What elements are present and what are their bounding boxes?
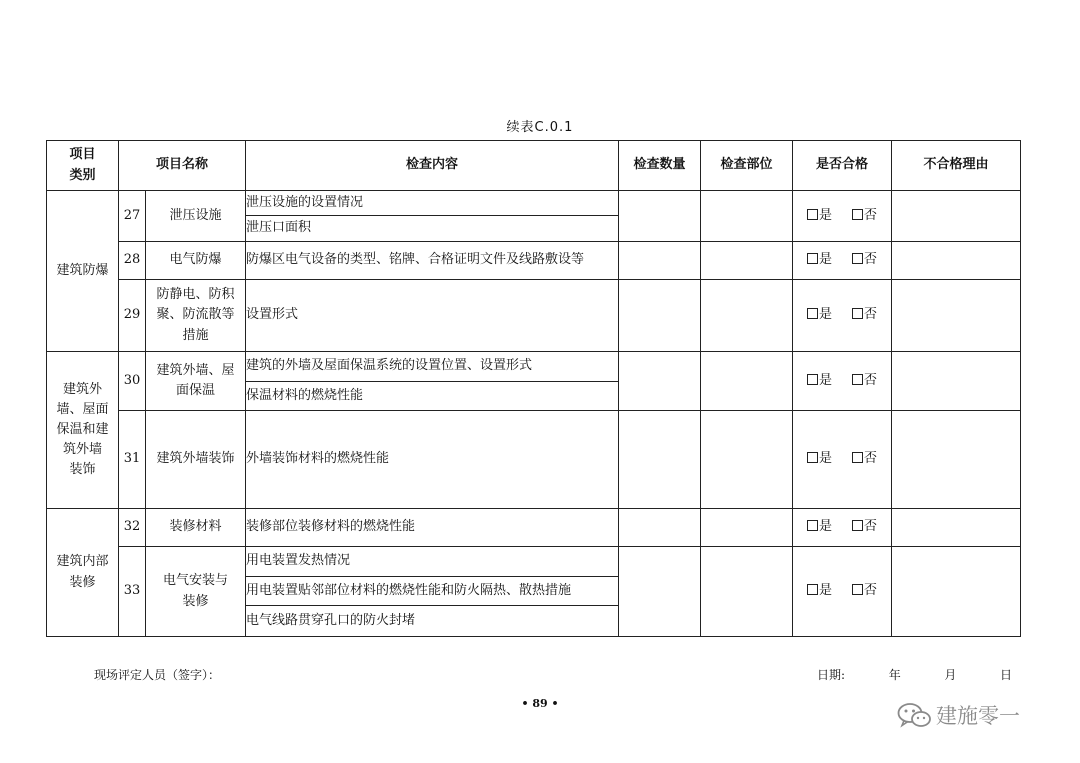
no-option[interactable]: 否 (852, 206, 877, 226)
location-cell[interactable] (701, 191, 793, 242)
date-label: 日期: (817, 668, 846, 682)
checkbox-icon[interactable] (807, 253, 818, 264)
header-row (47, 141, 1021, 191)
item-number: 27 (119, 191, 146, 242)
pass-cell (793, 411, 892, 509)
check-content: 电气线路贯穿孔口的防火封堵 (246, 606, 619, 637)
checkbox-icon[interactable] (807, 308, 818, 319)
table-row (47, 352, 1021, 382)
year-label: 年 (888, 668, 901, 682)
yes-option[interactable]: 是 (807, 449, 832, 469)
location-cell[interactable] (701, 242, 793, 280)
table-row (47, 191, 1021, 216)
wechat-icon (896, 701, 932, 729)
day-label: 日 (1000, 668, 1013, 682)
item-name: 防静电、防积 聚、防流散等 措施 (146, 280, 246, 352)
no-option[interactable]: 否 (852, 250, 877, 270)
reason-cell[interactable] (892, 352, 1021, 411)
no-option[interactable]: 否 (852, 449, 877, 469)
check-content: 泄压口面积 (246, 216, 619, 242)
no-option[interactable]: 否 (852, 371, 877, 391)
quantity-cell[interactable] (619, 352, 701, 411)
checkbox-icon[interactable] (807, 209, 818, 220)
checkbox-icon[interactable] (852, 308, 863, 319)
item-name: 建筑外墙装饰 (146, 411, 246, 509)
item-number: 28 (119, 242, 146, 280)
check-content: 保温材料的燃烧性能 (246, 382, 619, 411)
checkbox-icon[interactable] (807, 452, 818, 463)
table-row (47, 280, 1021, 352)
pass-cell (793, 191, 892, 242)
pass-cell (793, 352, 892, 411)
checkbox-icon[interactable] (852, 209, 863, 220)
category-interior: 建筑内部 装修 (47, 509, 119, 637)
check-content: 用电装置发热情况 (246, 547, 619, 577)
table-title: 续表C.0.1 (506, 120, 574, 135)
reason-cell[interactable] (892, 242, 1021, 280)
yes-option[interactable]: 是 (807, 517, 832, 537)
header-pass: 是否合格 (793, 141, 892, 191)
check-content: 泄压设施的设置情况 (246, 191, 619, 216)
pass-cell (793, 242, 892, 280)
reason-cell[interactable] (892, 411, 1021, 509)
location-cell[interactable] (701, 280, 793, 352)
header-item-name: 项目名称 (119, 141, 246, 191)
category-exterior: 建筑外 墙、屋面 保温和建 筑外墙 装饰 (47, 352, 119, 509)
checkbox-icon[interactable] (852, 253, 863, 264)
quantity-cell[interactable] (619, 411, 701, 509)
checkbox-icon[interactable] (852, 374, 863, 385)
checkbox-icon[interactable] (852, 584, 863, 595)
table-row (47, 547, 1021, 577)
location-cell[interactable] (701, 411, 793, 509)
check-content: 防爆区电气设备的类型、铭牌、合格证明文件及线路敷设等 (246, 242, 619, 280)
header-reason: 不合格理由 (892, 141, 1021, 191)
check-content: 设置形式 (246, 280, 619, 352)
reason-cell[interactable] (892, 547, 1021, 637)
no-option[interactable]: 否 (852, 581, 877, 601)
quantity-cell[interactable] (619, 547, 701, 637)
reason-cell[interactable] (892, 509, 1021, 547)
no-option[interactable]: 否 (852, 305, 877, 325)
watermark (896, 700, 1020, 730)
month-label: 月 (944, 668, 957, 682)
date-line (817, 666, 1012, 683)
location-cell[interactable] (701, 352, 793, 411)
item-name: 装修材料 (146, 509, 246, 547)
check-content: 建筑的外墙及屋面保温系统的设置位置、设置形式 (246, 352, 619, 382)
item-name: 电气防爆 (146, 242, 246, 280)
pass-cell (793, 547, 892, 637)
location-cell[interactable] (701, 509, 793, 547)
page-number: • 89 • (521, 697, 559, 710)
yes-option[interactable]: 是 (807, 206, 832, 226)
signer-label: 现场评定人员（签字）： (94, 668, 221, 682)
reason-cell[interactable] (892, 191, 1021, 242)
item-number: 33 (119, 547, 146, 637)
item-name: 电气安装与 装修 (146, 547, 246, 637)
item-name: 建筑外墙、屋 面保温 (146, 352, 246, 411)
watermark-text: 建施零一 (936, 704, 1020, 728)
table-row (47, 411, 1021, 509)
header-location: 检查部位 (701, 141, 793, 191)
yes-option[interactable]: 是 (807, 581, 832, 601)
check-content: 装修部位装修材料的燃烧性能 (246, 509, 619, 547)
header-category: 项目 类别 (47, 141, 119, 191)
pass-cell (793, 280, 892, 352)
checkbox-icon[interactable] (807, 374, 818, 385)
check-content: 外墙装饰材料的燃烧性能 (246, 411, 619, 509)
header-content: 检查内容 (246, 141, 619, 191)
yes-option[interactable]: 是 (807, 250, 832, 270)
item-number: 30 (119, 352, 146, 411)
pass-cell (793, 509, 892, 547)
yes-option[interactable]: 是 (807, 305, 832, 325)
item-number: 29 (119, 280, 146, 352)
quantity-cell[interactable] (619, 509, 701, 547)
quantity-cell[interactable] (619, 280, 701, 352)
quantity-cell[interactable] (619, 191, 701, 242)
check-content: 用电装置贴邻部位材料的燃烧性能和防火隔热、散热措施 (246, 577, 619, 606)
header-quantity: 检查数量 (619, 141, 701, 191)
quantity-cell[interactable] (619, 242, 701, 280)
inspection-table (46, 140, 1021, 637)
checkbox-icon[interactable] (852, 452, 863, 463)
no-option[interactable]: 否 (852, 517, 877, 537)
location-cell[interactable] (701, 547, 793, 637)
yes-option[interactable]: 是 (807, 371, 832, 391)
item-number: 31 (119, 411, 146, 509)
reason-cell[interactable] (892, 280, 1021, 352)
checkbox-icon[interactable] (807, 520, 818, 531)
checkbox-icon[interactable] (807, 584, 818, 595)
table-row (47, 509, 1021, 547)
checkbox-icon[interactable] (852, 520, 863, 531)
item-number: 32 (119, 509, 146, 547)
item-name: 泄压设施 (146, 191, 246, 242)
table-row (47, 242, 1021, 280)
category-explosion: 建筑防爆 (47, 191, 119, 352)
